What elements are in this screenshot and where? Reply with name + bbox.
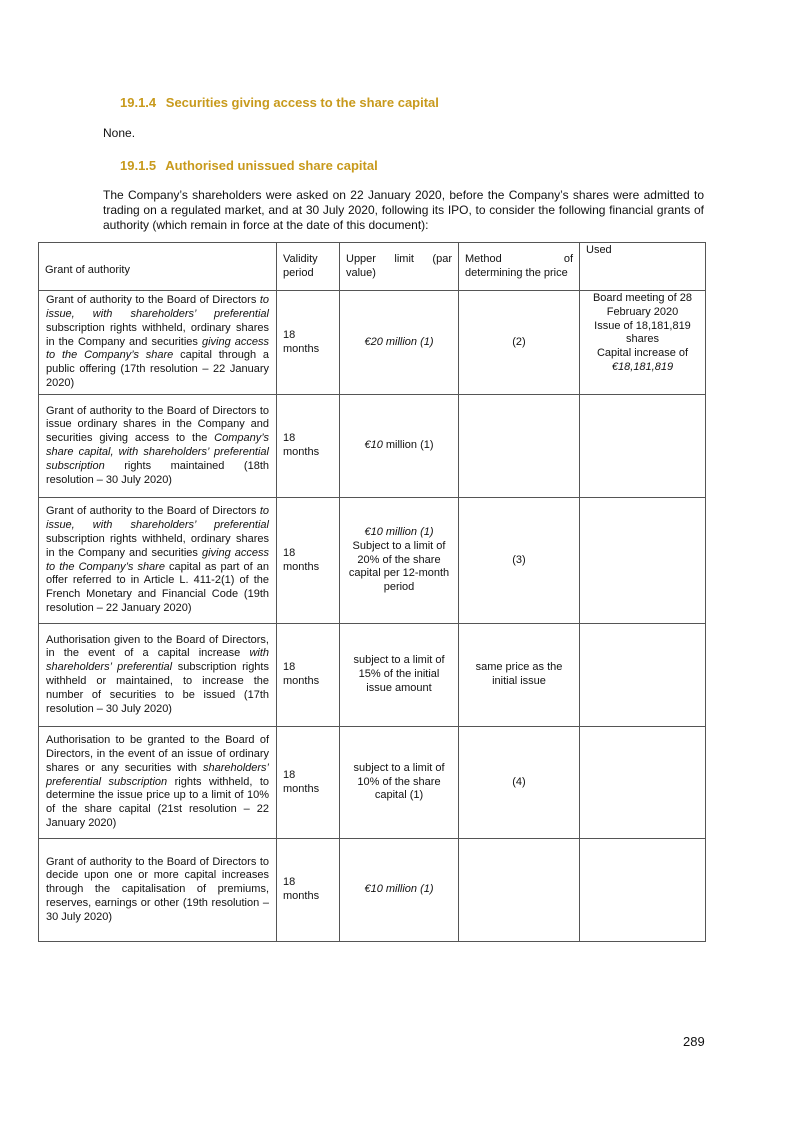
table-row [39,727,706,839]
grant-cell: Grant of authority to the Board of Directors to issue, with shareholders’ preferential subscription rights withheld, ordinary shares in the Company and securities giving access to the Company’s share capital as part of an offer referred to in Article L. 411-2(1) of the French Monetary and Financial Code (19th resolution – 22 January 2020) [39,498,277,624]
grant-cell: Authorisation to be granted to the Board of Directors, in the event of an issue of ordinary shares or any securities with shareholders’ preferential subscription rights withheld, to determine the issue price up to a limit of 10% of the share capital (21st resolution – 22 January 2020) [39,727,277,839]
header-grant: Grant of authority [39,243,277,291]
upper-limit-cell: €10 million (1) Subject to a limit of 20% of the share capital per 12-month period [340,498,459,624]
used-cell [580,498,706,624]
header-upper-limit: Upper limit (par value) [340,243,459,291]
validity-cell: 18 months [277,395,340,498]
intro-paragraph: The Company’s shareholders were asked on 22 January 2020, before the Company’s shares were admitted to trading on a regulated market, and at 30 July 2020, following its IPO, to consider the following financial grants of authority (which remain in force at the date of this document): [103,188,704,232]
used-cell [580,624,706,727]
header-method: Method of determining the price [459,243,580,291]
section-title: Securities giving access to the share capital [165,95,439,110]
validity-cell: 18 months [277,839,340,942]
grant-cell: Grant of authority to the Board of Directors to decide upon one or more capital increases through the capitalisation of premiums, reserves, earnings or other (19th resolution – 30 July 2020) [39,839,277,942]
validity-cell: 18 months [277,291,340,395]
upper-limit-cell: €10 million (1) [340,395,459,498]
table-row [39,395,706,498]
used-cell [580,395,706,498]
upper-limit-cell: €20 million (1) [340,291,459,395]
method-cell: (2) [459,291,580,395]
grant-cell: Authorisation given to the Board of Directors, in the event of a capital increase with shareholders’ preferential subscription rights withheld or maintained, to increase the number of securities to be issued (17th resolution – 30 July 2020) [39,624,277,727]
section-number: 19.1.4 [120,95,157,110]
table-header-row [39,243,706,291]
method-cell: same price as the initial issue [459,624,580,727]
header-used: Used [580,243,706,291]
upper-limit-cell: subject to a limit of 10% of the share capital (1) [340,727,459,839]
section-heading-securities [120,95,439,110]
authority-table [38,242,706,942]
page-number: 289 [683,1034,705,1049]
grant-cell: Grant of authority to the Board of Directors to issue ordinary shares in the Company and securities giving access to the Company’s share capital, with shareholders’ preferential subscription rights maintained (18th resolution – 30 July 2020) [39,395,277,498]
method-cell: (3) [459,498,580,624]
none-text: None. [103,126,136,140]
upper-limit-cell: subject to a limit of 15% of the initial issue amount [340,624,459,727]
section-title: Authorised unissued share capital [165,158,378,173]
table-row [39,624,706,727]
method-cell [459,395,580,498]
section-number: 19.1.5 [120,158,157,173]
validity-cell: 18 months [277,727,340,839]
used-cell: Board meeting of 28 February 2020 Issue of 18,181,819 shares Capital increase of €18,181,819 [580,291,706,395]
validity-cell: 18 months [277,498,340,624]
used-cell [580,839,706,942]
table-row [39,498,706,624]
grant-cell: Grant of authority to the Board of Directors to issue, with shareholders’ preferential subscription rights withheld, ordinary shares in the Company and securities giving access to the Company’s share capital through a public offering (17th resolution – 22 January 2020) [39,291,277,395]
used-cell [580,727,706,839]
upper-limit-cell: €10 million (1) [340,839,459,942]
section-heading-authorised [120,158,378,173]
table-row [39,839,706,942]
method-cell: (4) [459,727,580,839]
header-validity: Validity period [277,243,340,291]
validity-cell: 18 months [277,624,340,727]
table-row [39,291,706,395]
method-cell [459,839,580,942]
